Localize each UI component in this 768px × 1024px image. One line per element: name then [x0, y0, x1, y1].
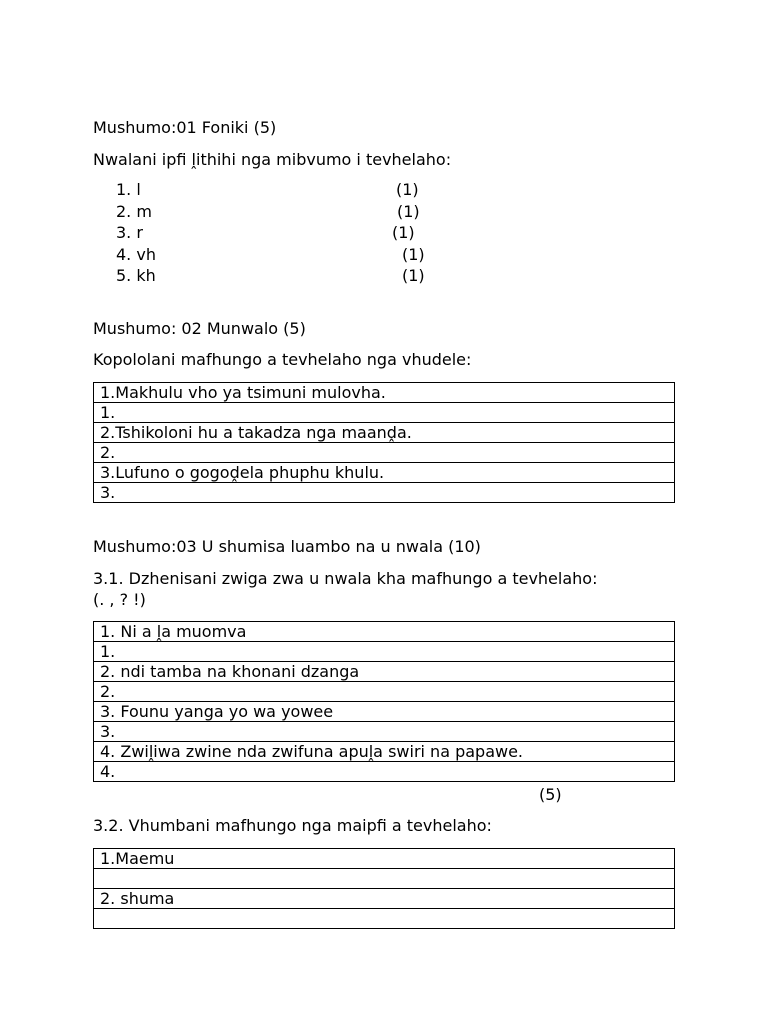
table-row	[94, 622, 675, 642]
table-row	[94, 909, 675, 929]
table-row	[94, 403, 675, 423]
table-cell: 2.Tshikoloni hu a takadza nga maanḓa.	[94, 423, 675, 443]
answer-cell[interactable]	[94, 869, 675, 889]
table-cell: 1. Ni a ḽa muomva	[94, 622, 675, 642]
item-mark: (1)	[392, 223, 415, 242]
section3-heading: Mushumo:03 U shumisa luambo na u nwala (10)	[93, 537, 481, 556]
table-cell: 2. ndi tamba na khonani dzanga	[94, 662, 675, 682]
table-row	[94, 722, 675, 742]
table-cell: 3.Lufuno o gogoḓela phuphu khulu.	[94, 463, 675, 483]
table-row	[94, 642, 675, 662]
item-mark: (1)	[402, 266, 425, 285]
item-mark: (1)	[397, 202, 420, 221]
item-label: 4. vh	[116, 245, 156, 264]
section1-instruction: Nwalani ipfi ḽithihi nga mibvumo i tevhelaho:	[93, 150, 452, 169]
item-label: 2. m	[116, 202, 152, 221]
answer-cell[interactable]: 2.	[94, 443, 675, 463]
item-label: 3. r	[116, 223, 143, 242]
table-row	[94, 443, 675, 463]
list-item	[116, 223, 436, 243]
table-cell: 1.Makhulu vho ya tsimuni mulovha.	[94, 383, 675, 403]
answer-cell[interactable]: 2.	[94, 682, 675, 702]
answer-cell[interactable]: 4.	[94, 762, 675, 782]
section1-heading: Mushumo:01 Foniki (5)	[93, 118, 277, 137]
section2-heading: Mushumo: 02 Munwalo (5)	[93, 319, 306, 338]
q31-instruction-line1: 3.1. Dzhenisani zwiga zwa u nwala kha mafhungo a tevhelaho:	[93, 569, 598, 588]
table-row	[94, 383, 675, 403]
item-label: 5. kh	[116, 266, 156, 285]
copy-table	[93, 382, 675, 503]
table-row	[94, 889, 675, 909]
punctuation-table	[93, 621, 675, 782]
item-label: 1. l	[116, 180, 141, 199]
table-row	[94, 423, 675, 443]
answer-cell[interactable]	[94, 909, 675, 929]
table-row	[94, 849, 675, 869]
table-row	[94, 483, 675, 503]
table-cell: 3. Founu yanga yo wa yowee	[94, 702, 675, 722]
table-cell: 4. Zwiḽiwa zwine nda zwifuna apuḽa swiri na papawe.	[94, 742, 675, 762]
table-row	[94, 702, 675, 722]
section2-instruction: Kopololani mafhungo a tevhelaho nga vhudele:	[93, 350, 472, 369]
table-row	[94, 682, 675, 702]
table-cell: 1.Maemu	[94, 849, 675, 869]
table-row	[94, 463, 675, 483]
item-mark: (1)	[402, 245, 425, 264]
answer-cell[interactable]: 3.	[94, 483, 675, 503]
table-cell: 2. shuma	[94, 889, 675, 909]
sentence-table	[93, 848, 675, 929]
q31-mark: (5)	[539, 785, 562, 804]
q32-instruction: 3.2. Vhumbani mafhungo nga maipfi a tevhelaho:	[93, 816, 492, 835]
answer-cell[interactable]: 1.	[94, 403, 675, 423]
q31-instruction-line2: (. , ? !)	[93, 590, 146, 609]
answer-cell[interactable]: 1.	[94, 642, 675, 662]
list-item	[116, 180, 436, 200]
table-row	[94, 762, 675, 782]
item-mark: (1)	[396, 180, 419, 199]
table-row	[94, 869, 675, 889]
table-row	[94, 662, 675, 682]
list-item	[116, 266, 436, 286]
list-item	[116, 245, 436, 265]
answer-cell[interactable]: 3.	[94, 722, 675, 742]
table-row	[94, 742, 675, 762]
list-item	[116, 202, 436, 222]
